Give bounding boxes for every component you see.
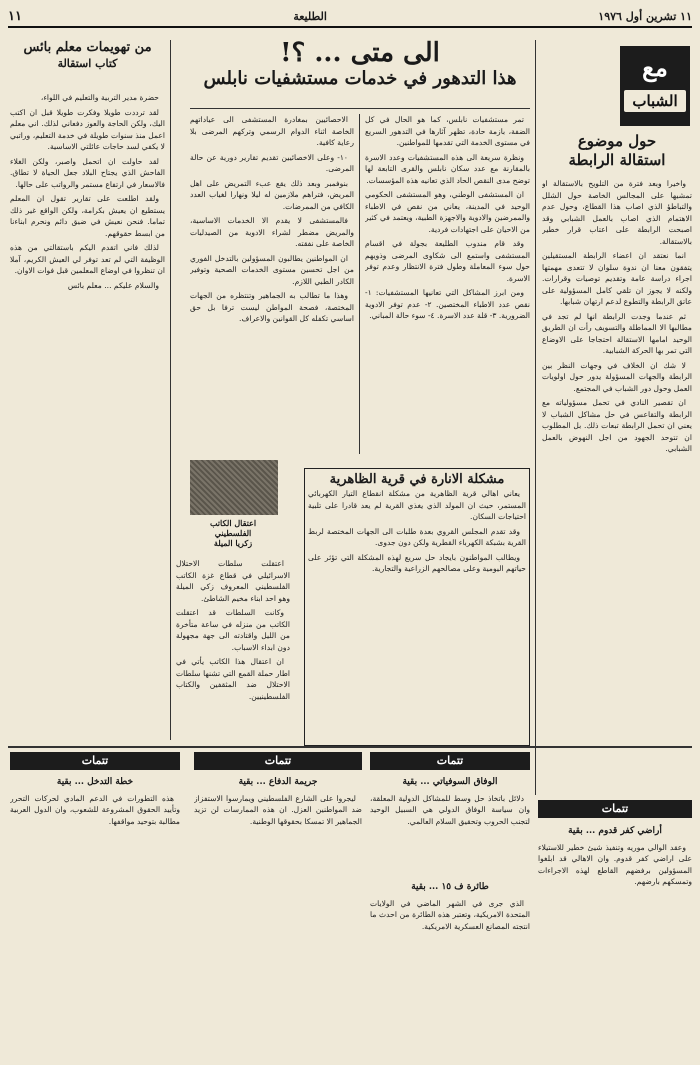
paragraph: لقد ترددت طويلا وفكرت طويلا قبل ان اكتب اليك، ولكن الحاجة والعوز دفعاني لذلك. اني معلم اعمل منذ سنوات طويلة في خدمة التعليم، وراتبي لا يكفي لسد حاجات عائلتي الاساسية. [10,107,165,151]
continuations-banner: تتمات [538,800,692,818]
youth-article-body [542,178,692,788]
youth-headline-line2: استقالة الرابطة [568,151,666,169]
section-rule [8,746,692,748]
paragraph: حضرة مدير التربية والتعليم في اللواء، [40,93,159,102]
caption-line1: اعتقال الكاتب [209,518,257,528]
paragraph: ان تقصير النادي في تحمل مسؤولياته مع الرابطة والتقاعس في حل مشاكل الشباب لا يعني ان تحمل الرابطة تبعات ذلك. بل المطلوب ان تتوحد الجهود من اجل النهوض بالعمل الشبابي. [542,398,692,453]
paragraph: لا شك ان الخلاف في وجهات النظر بين الرابطة والجهات المسؤولة يدور حول اولويات العمل وحول دور الشباب في المجتمع. [542,360,692,393]
village-article [304,468,530,746]
paragraph: انما نعتقد ان اعضاء الرابطة المستقيلين يتفقون معنا ان ندوة سلوان لا تتعدى مهمتها اجراء دراسة عامة وتقديم توصيات وقرارات. ولكنه لا يجوز ان تلقي كامل المسؤولية على عاتق الرابطة والتطوع لدعم ارتهان شبابها. [542,251,692,306]
logo-mark-icon: مع [642,53,668,82]
paragraph: وعقد الوالي موريه وتنفيذ شيئ خطير للاستيلاء على اراضي كفر قدوم. وان الاهالي قد ابلغوا المسؤولين برفضهم القاطع لهذه الاجراءات وتمسكهم بارضهم. [538,842,692,886]
paragraph: الذي جرى في الشهر الماضي في الولايات المتحدة الامريكية، وتعتبر هذه الطائرة من احدث ما انتجته المصانع العسكرية الامريكية. [370,898,530,931]
author-photo [190,460,278,515]
youth-headline-line1: حول موضوع [577,132,657,150]
paragraph: ان المواطنين يطالبون المسؤولين بالتدخل الفوري من اجل تحسين مستوى الخدمات الصحية وتوفير الكادر الطبي اللازم. [190,253,354,286]
paragraph: بنوفمبر وبعد ذلك يقع عبء التمريض على اهل المريض، فتراهم ملازمين له ليلا ونهارا لغياب العدد الكافي من الممرضات. [190,178,354,211]
continuation-headline: الوفاق السوفياتي ... بقية [402,777,498,787]
letter-subheadline: كتاب استقالة [57,57,118,70]
paragraph: ١٠- وعلى الاخصائيين تقديم تقارير دورية عن حالة المرضى. [190,152,354,173]
continuation-headline: خطة التدخل ... بقية [56,777,134,787]
youth-section-logo [620,46,690,126]
paragraph: والسلام عليكم ... معلم بائس [67,280,159,290]
paragraph: ان اعتقال هذا الكاتب يأتي في اطار حملة القمع التي تشنها سلطات الاحتلال ضد المثقفين والكتاب الفلسطينيين. [176,657,290,701]
paragraph: دلائل باتخاذ حل وسط للمشاكل الدولية المعلقة، وان سياسة الوفاق الدولي هي السبيل الوحيد لتجنب الحروب وتحقيق السلام العالمي. [370,793,530,826]
continuation-headline: طائرة ف ١٥ ... بقية [411,882,489,892]
paragraph: واخيرا وبعد فترة من التلويح بالاستقالة او تمشيها على المجالس الخاصة حول الشلل والتباطؤ الذي اصاب هذا القطاع، وحول عدم الاهتمام الذي اصاب بالعمل الشبابي وقد اصبحت الرابطة على اعتاب قرار خطير بالاستقالة. [542,179,692,246]
paragraph: ليجروا على الشارع الفلسطيني ويمارسوا الاستفزاز ضد المواطنين العزل. ان هذه الممارسات لن تزيد الجماهير الا تمسكا بحقوقها الوطنية. [194,793,362,826]
youth-headline [542,132,692,172]
letter-headline-main: من تهويمات معلم بائس [23,40,152,55]
masthead [8,6,692,28]
continuation-item [538,824,692,1054]
caption-line2: الفلسطيني [214,528,252,538]
paragraph: يعاني اهالي قرية الظاهرية من مشكلة انقطاع التيار الكهربائي المستمر، حيث ان المولد الذي يغذي القرية لم يعد قادرا على تلبية احتياجات السكان. [308,489,526,521]
youth-section-label: الشباب [624,90,686,112]
column-rule [359,114,360,454]
continuation-headline: جريمة الدفاع ... بقية [238,777,318,787]
continuation-headline: أراضي كفر قدوم ... بقية [568,826,662,836]
paragraph: هذه التطورات في الدعم المادي لحركات التحرر وتأييد الحقوق المشروعة للشعوب، وان الدول العربية مطالبة بتوحيد مواقفها. [10,793,180,826]
paragraph: لقد حاولت ان اتحمل واصبر، ولكن الغلاء الفاحش الذي يجتاح البلاد جعل الحياة لا تطاق. فالاسعار في ارتفاع مستمر والرواتب على حالها. [10,156,165,189]
continuation-item [10,775,180,1055]
main-article-body-left [190,114,354,454]
headline-rule [190,108,530,109]
paragraph: لذلك فاني اتقدم اليكم باستقالتي من هذه الوظيفة التي لم تعد توفر لي العيش الكريم، آملا ان تنظروا في اوضاع المعلمين قبل فوات الاوان. [10,243,165,275]
letter-headline [10,40,165,92]
continuations-banner: تتمات [10,752,180,770]
continuation-item [194,775,362,1055]
paper-name: الطليعة [293,9,327,23]
continuations-banner: تتمات [370,752,530,770]
paragraph: ونظرة سريعة الى هذه المستشفيات وعدد الاسرة بالمقارنة مع عدد سكان نابلس والقرى التابعة لها توضح مدى النقص الحاد الذي تعانيه هذه المؤسسات. [365,152,530,185]
paragraph: ولقد اطلعت على تقارير تقول ان المعلم يستطيع ان يعيش بكرامة، ولكن الواقع غير ذلك تماما. فنحن نعيش في ضيق دائم ونحرم ابناءنا من ابسط حقوقهم. [10,194,165,238]
main-headline [190,38,530,104]
letter-body [10,92,165,742]
paragraph: ومن ابرز المشاكل التي تعانيها المستشفيات: ١- نقص عدد الاطباء المختصين. ٢- عدم توفر الادوية الضرورية. ٣- قلة عدد الاسرة. ٤- سوء حالة المباني. [365,288,530,320]
paragraph: اعتقلت سلطات الاحتلال الاسرائيلي في قطاع غزة الكاتب الفلسطيني المعروف زكي الميلة وهو احد ابناء مخيم الشاطئ. [176,559,290,603]
issue-date: ١١ تشرين أول ١٩٧٦ [598,9,692,23]
photo-caption [176,518,290,548]
paragraph: وكانت السلطات قد اعتقلت الكاتب من منزله في ساعة متأخرة من الليل واقتادته الى جهة مجهولة دون ابداء الاسباب. [176,608,290,652]
paragraph: ان المستشفى الوطني، وهو المستشفى الحكومي الوحيد في المدينة، يعاني من نقص في الاطباء والممرضين والادوية والاجهزة الطبية، ويعتمد في كثير من الاحيان على اجتهادات فردية. [365,190,530,234]
paragraph: وقد تقدم المجلس القروي بعدة طلبات الى الجهات المختصة لربط القرية بشبكة الكهرباء القطرية ولكن دون جدوى. [308,526,526,547]
arrest-article-body [176,558,290,743]
column-rule [170,40,171,740]
caption-line3: زكريا الميلة [213,538,253,548]
paragraph: الاحصائيين بمغادرة المستشفى الى عياداتهم الخاصة اثناء الدوام الرسمي وتركهم المرضى بلا رعاية كافية. [190,115,354,147]
paragraph: تمر مستشفيات نابلس، كما هو الحال في كل الضفة، بازمة حادة، تظهر آثارها في التدهور السريع في مستوى الخدمة التي تقدمها للمواطنين. [365,115,530,147]
column-rule [535,40,536,795]
village-headline: مشكلة الانارة في قرية الظاهرية [329,472,505,487]
paragraph: فالمستشفى لا يقدم الا الخدمات الاساسية، والمريض مضطر لشراء الادوية من الصيدليات الخاصة على نفقته. [190,216,354,248]
continuations-banner: تتمات [194,752,362,770]
continuation-item [370,775,530,875]
main-headline-line1: الى متى ... ؟! [280,38,440,68]
paragraph: ثم عندما وجدت الرابطة انها لم تجد في مطالبها الا المماطلة والتسويف رأت ان الطريق الوحيد امامها الاستقالة احتجاجا على الاوضاع التي تمر بها الحركة الشبابية. [542,311,692,355]
paragraph: وهذا ما تطالب به الجماهير وتنتظره من الجهات المختصة، فصحة المواطن ليست ترفا بل حق اساسي تكفله كل القوانين والاعراف. [190,291,354,323]
page-number: ١١ [8,8,22,24]
paragraph: وقد قام مندوب الطليعة بجولة في اقسام المستشفى واستمع الى شكاوى المرضى وذويهم حول سوء المعاملة وطول فترة الانتظار وعدم توفر الاسرة. [365,239,530,283]
main-article-body-right [365,114,530,454]
main-headline-line2: هذا التدهور في خدمات مستشفيات نابلس [203,68,517,89]
continuation-item [370,880,530,1055]
paragraph: ويطالب المواطنون بايجاد حل سريع لهذه المشكلة التي تؤثر على حياتهم اليومية وعلى مصالحهم الزراعية والتجارية. [308,552,526,573]
